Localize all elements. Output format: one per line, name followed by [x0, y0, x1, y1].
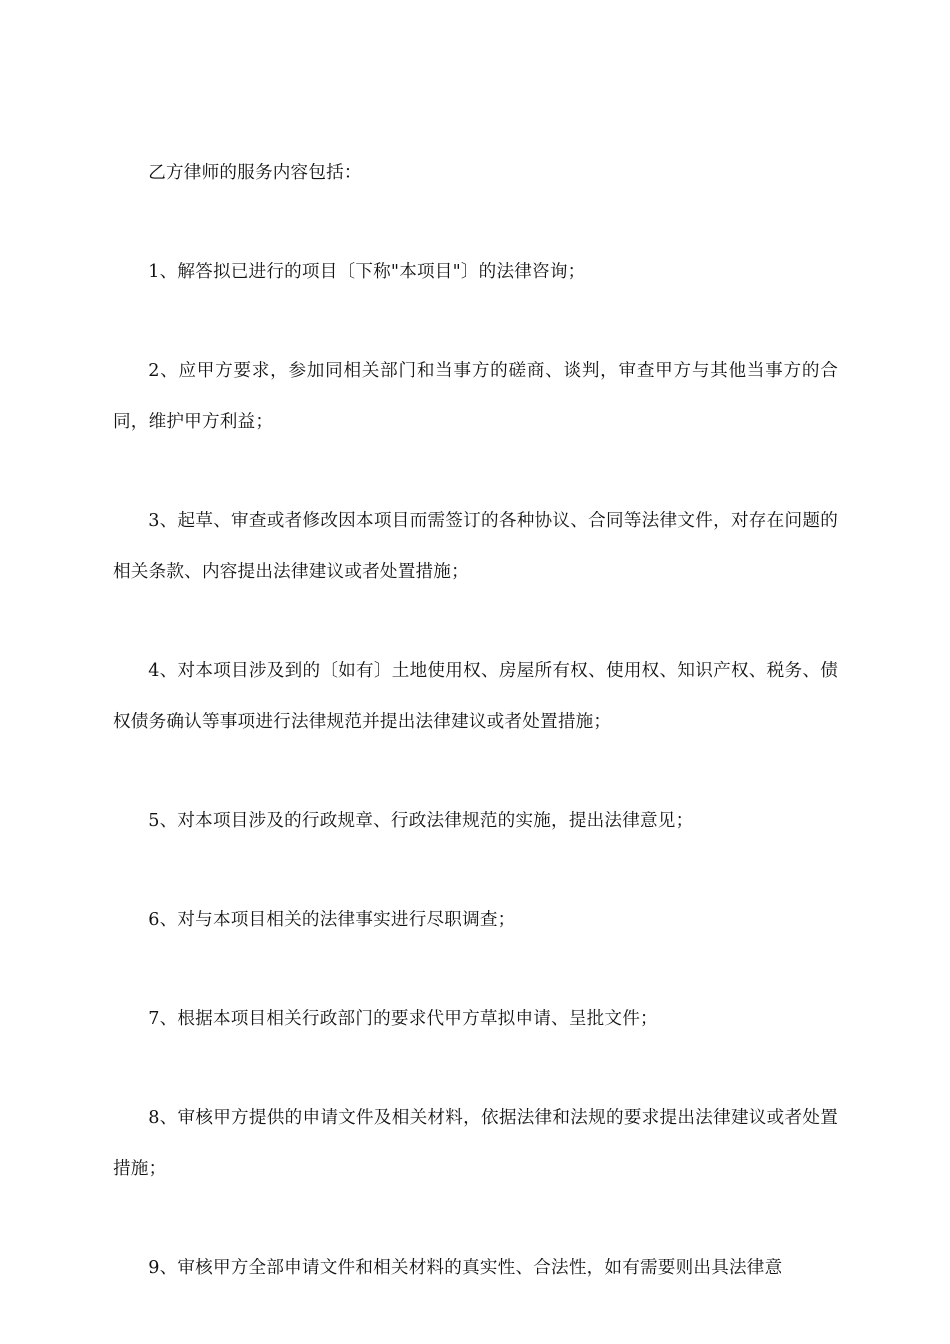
service-item-8: 8、审核甲方提供的申请文件及相关材料，依据法律和法规的要求提出法律建议或者处置措施；: [113, 1108, 838, 1179]
service-item-2: 2、应甲方要求，参加同相关部门和当事方的磋商、谈判，审查甲方与其他当事方的合同，维护甲方利益；: [113, 361, 838, 432]
intro-paragraph: 乙方律师的服务内容包括：: [148, 163, 362, 183]
service-item-1: 1、解答拟已进行的项目〔下称"本项目"〕的法律咨询；: [148, 262, 586, 282]
document-body: [113, 148, 838, 1294]
service-item-5: 5、对本项目涉及的行政规章、行政法律规范的实施，提出法律意见；: [148, 811, 694, 831]
service-item-7: 7、根据本项目相关行政部门的要求代甲方草拟申请、呈批文件；: [148, 1009, 658, 1029]
service-item-3: 3、起草、审查或者修改因本项目而需签订的各种协议、合同等法律文件，对存在问题的相关条款、内容提出法律建议或者处置措施；: [113, 511, 838, 582]
service-item-9: 9、审核甲方全部申请文件和相关材料的真实性、合法性，如有需要则出具法律意: [148, 1258, 783, 1278]
service-item-6: 6、对与本项目相关的法律事实进行尽职调查；: [148, 910, 516, 930]
service-item-4: 4、对本项目涉及到的〔如有〕土地使用权、房屋所有权、使用权、知识产权、税务、债权债务确认等事项进行法律规范并提出法律建议或者处置措施；: [113, 661, 838, 732]
